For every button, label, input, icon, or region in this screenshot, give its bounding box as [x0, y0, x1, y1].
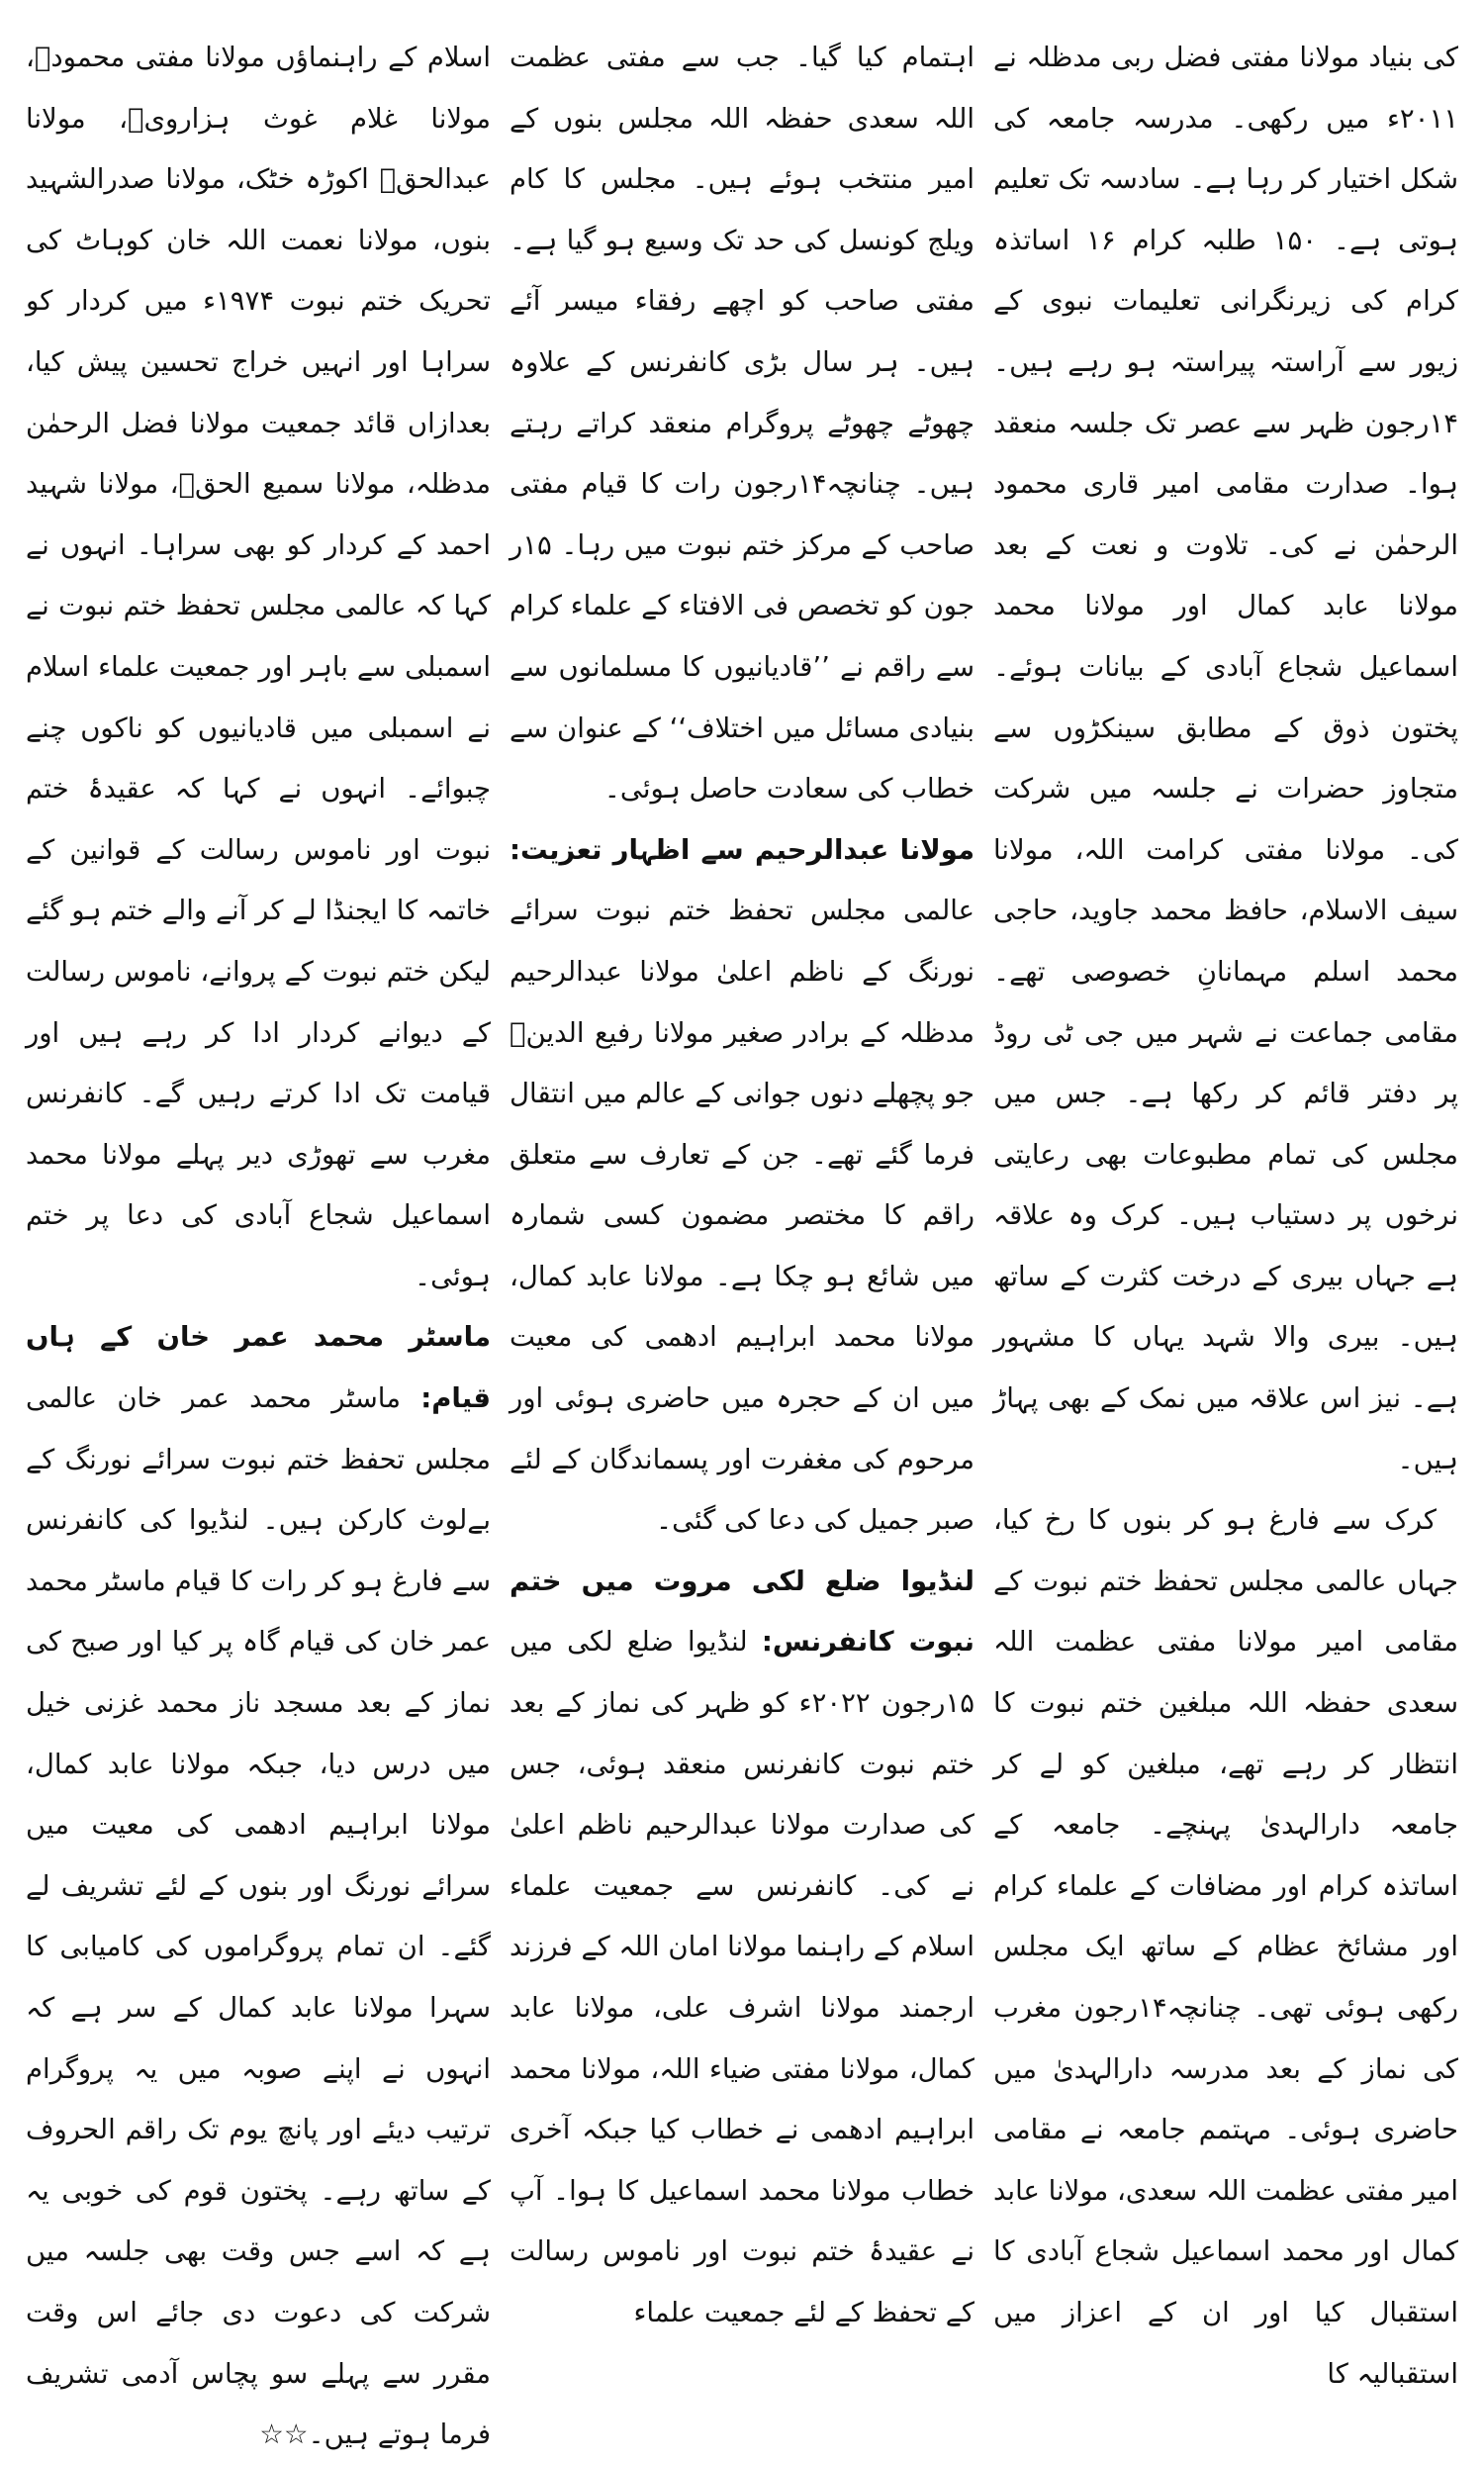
paragraph [510, 28, 974, 820]
column-middle [510, 28, 974, 2328]
paragraph [510, 1552, 974, 2344]
section-heading: لنڈیوا ضلع لکی مروت میں ختم نبوت کانفرنس: [510, 1565, 974, 1659]
paragraph-text: اسلام کے راہنماؤں مولانا مفتی محمودؒ، مولانا غلام غوث ہزارویؒ، مولانا عبدالحقؒ اکوڑہ خٹک، مولانا صدرالشہید بنوں، مولانا نعمت اللہ خان کوہاٹ کی تحریک ختم نبوت ۱۹۷۴ء میں کردار کو سراہا اور انہیں خراج تحسین پیش کیا، بعدازاں قائد جمعیت مولانا فضل الرحمٰن مدظلہ، مولانا سمیع الحقؒ، مولانا شہید احمد کے کردار کو بھی سراہا۔ انہوں نے کہا کہ عالمی مجلس تحفظ ختم نبوت نے اسمبلی سے باہر اور جمعیت علماء اسلام نے اسمبلی میں قادیانیوں کو ناکوں چنے چبوائے۔ انہوں نے کہا کہ عقیدۂ ختم نبوت اور ناموس رسالت کے قوانین کے خاتمہ کا ایجنڈا لے کر آنے والے ختم ہو گئے لیکن ختم نبوت کے پروانے، ناموس رسالت کے دیوانے کردار ادا کر رہے ہیں اور قیامت تک ادا کرتے رہیں گے۔ کانفرنس مغرب سے تھوڑی دیر پہلے مولانا محمد اسماعیل شجاع آبادی کی دعا پر ختم ہوئی۔ [26, 42, 491, 1292]
paragraph-text: اہتمام کیا گیا۔ جب سے مفتی عظمت اللہ سعدی حفظہ اللہ مجلس بنوں کے امیر منتخب ہوئے ہیں۔ مجلس کا کام ویلج کونسل کی حد تک وسیع ہو گیا ہے۔ مفتی صاحب کو اچھے رفقاء میسر آئے ہیں۔ ہر سال بڑی کانفرنس کے علاوہ چھوٹے چھوٹے پروگرام منعقد کراتے رہتے ہیں۔ چنانچہ۱۴رجون رات کا قیام مفتی صاحب کے مرکز ختم نبوت میں رہا۔ ۱۵ر جون کو تخصص فی الافتاء کے علماء کرام سے راقم نے ’’قادیانیوں کا مسلمانوں سے بنیادی مسائل میں اختلاف‘‘ کے عنوان سے خطاب کی سعادت حاصل ہوئی۔ [510, 42, 974, 806]
column-left [26, 28, 491, 2451]
columns-container [26, 28, 1458, 2451]
section-heading: مولانا عبدالرحیم سے اظہار تعزیت: [510, 833, 974, 866]
paragraph-text: لنڈیوا ضلع لکی میں ۱۵رجون ۲۰۲۲ء کو ظہر کی نماز کے بعد ختم نبوت کانفرنس منعقد ہوئی، جس کی صدارت مولانا عبدالرحیم ناظم اعلیٰ نے کی۔ کانفرنس سے جمعیت علماء اسلام کے راہنما مولانا امان اللہ کے فرزند ارجمند مولانا اشرف علی، مولانا عابد کمال، مولانا مفتی ضیاء اللہ، مولانا محمد ابراہیم ادھمی نے خطاب کیا جبکہ آخری خطاب مولانا محمد اسماعیل کا ہوا۔ آپ نے عقیدۂ ختم نبوت اور ناموس رسالت کے تحفظ کے لئے جمعیت علماء [510, 1626, 974, 2328]
paragraph [993, 1490, 1458, 2405]
paragraph [26, 28, 491, 1307]
paragraph [510, 820, 974, 1552]
paragraph-text: ماسٹر محمد عمر خان عالمی مجلس تحفظ ختم نبوت سرائے نورنگ کے بےلوث کارکن ہیں۔ لنڈیوا کی کانفرنس سے فارغ ہو کر رات کا قیام ماسٹر محمد عمر خان کی قیام گاہ پر کیا اور صبح کی نماز کے بعد مسجد ناز محمد غزنی خیل میں درس دیا، جبکہ مولانا عابد کمال، مولانا ابراہیم ادھمی کی معیت میں سرائے نورنگ اور بنوں کے لئے تشریف لے گئے۔ ان تمام پروگراموں کی کامیابی کا سہرا مولانا عابد کمال کے سر ہے کہ انہوں نے اپنے صوبہ میں یہ پروگرام ترتیب دیئے اور پانچ یوم تک راقم الحروف کے ساتھ رہے۔ پختون قوم کی خوبی یہ ہے کہ اسے جس وقت بھی جلسہ میں شرکت کی دعوت دی جائے اس وقت مقرر سے پہلے سو پچاس آدمی تشریف فرما ہوتے ہیں۔☆☆ [26, 1382, 491, 2451]
section-heading: ماسٹر محمد عمر خان کے ہاں قیام: [26, 1321, 491, 1415]
paragraph-text: کی بنیاد مولانا مفتی فضل ربی مدظلہ نے ۲۰۱۱ء میں رکھی۔ مدرسہ جامعہ کی شکل اختیار کر رہا ہے۔ سادسہ تک تعلیم ہوتی ہے۔ ۱۵۰ طلبہ کرام ۱۶ اساتذہ کرام کی زیرنگرانی تعلیمات نبوی کے زیور سے آراستہ پیراستہ ہو رہے ہیں۔۱۴رجون ظہر سے عصر تک جلسہ منعقد ہوا۔ صدارت مقامی امیر قاری محمود الرحمٰن نے کی۔ تلاوت و نعت کے بعد مولانا عابد کمال اور مولانا محمد اسماعیل شجاع آبادی کے بیانات ہوئے۔ پختون ذوق کے مطابق سینکڑوں سے متجاوز حضرات نے جلسہ میں شرکت کی۔ مولانا مفتی کرامت اللہ، مولانا سیف الاسلام، حافظ محمد جاوید، حاجی محمد اسلم مہمانانِ خصوصی تھے۔ مقامی جماعت نے شہر میں جی ٹی روڈ پر دفتر قائم کر رکھا ہے۔ جس میں مجلس کی تمام مطبوعات بھی رعایتی نرخوں پر دستیاب ہیں۔ کرک وہ علاقہ ہے جہاں بیری کے درخت کثرت کے ساتھ ہیں۔ بیری والا شہد یہاں کا مشہور ہے۔ نیز اس علاقہ میں نمک کے بھی پہاڑ ہیں۔ [993, 42, 1458, 1475]
column-right [993, 28, 1458, 2390]
paragraph-text: عالمی مجلس تحفظ ختم نبوت سرائے نورنگ کے ناظم اعلیٰ مولانا عبدالرحیم مدظلہ کے برادر صغیر مولانا رفیع الدینؒ جو پچھلے دنوں جوانی کے عالم میں انتقال فرما گئے تھے۔ جن کے تعارف سے متعلق راقم کا مختصر مضمون کسی شمارہ میں شائع ہو چکا ہے۔ مولانا عابد کمال، مولانا محمد ابراہیم ادھمی کی معیت میں ان کے حجرہ میں حاضری ہوئی اور مرحوم کی مغفرت اور پسماندگان کے لئے صبر جمیل کی دعا کی گئی۔ [510, 895, 974, 1537]
paragraph [26, 1307, 491, 2465]
paragraph [993, 28, 1458, 1490]
paragraph-text: کرک سے فارغ ہو کر بنوں کا رخ کیا، جہاں عالمی مجلس تحفظ ختم نبوت کے مقامی امیر مولانا مفتی عظمت اللہ سعدی حفظہ اللہ مبلغین ختم نبوت کا انتظار کر رہے تھے، مبلغین کو لے کر جامعہ دارالہدیٰ پہنچے۔ جامعہ کے اساتذہ کرام اور مضافات کے علماء کرام اور مشائخ عظام کے ساتھ ایک مجلس رکھی ہوئی تھی۔ چنانچہ۱۴رجون مغرب کی نماز کے بعد مدرسہ دارالہدیٰ میں حاضری ہوئی۔ مہتمم جامعہ نے مقامی امیر مفتی عظمت اللہ سعدی، مولانا عابد کمال اور محمد اسماعیل شجاع آبادی کا استقبال کیا اور ان کے اعزاز میں استقبالیہ کا [993, 1504, 1458, 2390]
